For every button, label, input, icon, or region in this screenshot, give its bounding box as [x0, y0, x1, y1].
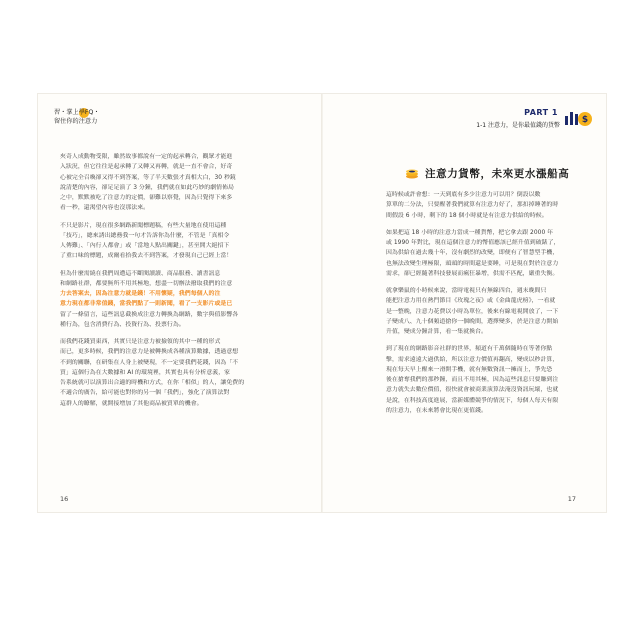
- text-line: 夾奇人成動物受限，雖然故事都說有一定的起承轉合，觀眾才能進: [60, 154, 233, 160]
- text-line: 子變成八、九十個頻道搶你一個晚間，選擇變多，於是注意力開始: [386, 318, 559, 325]
- text-line: 「技巧」，總來誘出總務我一句才告訴你為什麼，不管是「真相令: [60, 232, 230, 239]
- text-line: 因為供給在過去幾十年，沒有劇烈的改變，即便有了智慧型手機，: [386, 250, 559, 257]
- text-line: 這群人的瞭解，就開接增加了其他商品被買單的機會。: [60, 400, 203, 407]
- svg-text:$: $: [581, 115, 589, 125]
- text-line: 但為什麼需繞在我們周遭這不斷閱讀讀、商品服務、讀書訊息: [60, 270, 221, 277]
- chapter-label: 1-1 注意力，是你最值錢的貨幣: [476, 122, 560, 129]
- book-spread: [38, 94, 606, 512]
- left-body-text: [60, 152, 280, 416]
- text-line: 說清楚的內容，卻足足演了 3 分鐘，我們就在如此巧妙的劇情佈局: [60, 184, 234, 191]
- text-line: 算單的二分法，只要醒著我們就算有注意力好了，那扣掉睡著的時: [386, 202, 559, 209]
- paragraph: [386, 344, 579, 416]
- text-line: 後在搶奪我們的那秒鐘，而且不用其極，因為這些訊息只要賺到注: [386, 377, 559, 383]
- paragraph: [386, 190, 579, 221]
- text-line: 不到的關聯，在研集在人身上被變現，不一定要我們花錢，因為「不: [60, 359, 239, 366]
- text-line: 種行為，包含消費行為、投資行為、投票行為。: [60, 321, 185, 328]
- text-line: 現在每天早上醒來一滑開手機，就有無數資訊一擁而上，爭先恐: [386, 366, 553, 373]
- paragraph: [60, 337, 280, 409]
- text-line: 間假設 6 小時，剩下的 18 個小時就是有注意力供給的時候。: [386, 212, 548, 219]
- paragraph: [386, 228, 579, 279]
- section-title: 注意力貨幣，未來更水漲船高: [425, 167, 570, 180]
- text-line: 意力就失去數位價值，很快就會被商業演算法淹沒資訊玩壞，也就: [386, 387, 559, 394]
- text-line: 這時候或許會想：一天到底有多少注意力可以用？倒設以數: [386, 192, 541, 198]
- text-line: 和網路社群，都要無所不用其極地，想盡一切辦法撥取我們的注意: [60, 280, 233, 287]
- text-line: 之中，默默被吃了注意力的定價，卻難以察覺，因為只覺得下來多: [60, 195, 233, 201]
- text-line: 不只是影片，現在很多網路新聞標題稿，有些大量地在使用這種: [60, 222, 227, 229]
- text-line: 或 1990 年對比，現在這個注意力的幣值應該已經升值到破錶了，: [386, 240, 560, 246]
- text-line: 入狀況，但它往往是起承轉了又轉又再轉，就是一直不會合，好奇: [60, 164, 233, 171]
- text-line: 如果把這 18 小時的注意力當成一種貨幣，把它拿去跟 2000 年: [386, 229, 554, 236]
- text-line: 是一整晚，注意力花費以小時為單位，後來有線電視開放了，一下: [386, 308, 559, 315]
- highlighted-text-line: 力去答案去，因為注意力就是錢！不用懷疑，我們每個人的注: [60, 291, 221, 297]
- text-line: 留了一條留言，這些訊息截換成注意力轉換為網路，數字與值影響各: [60, 311, 239, 318]
- text-line: 需求，卻已經隨著科技發展而瘋狂暴增，供需不匹配，嚴重失衡。: [386, 270, 559, 277]
- text-line: 人傳難」、「內行人都會」或「當地人點出關鍵」，甚至開大絕招下: [60, 243, 230, 249]
- text-line: 不適合的廣告，給可能也對你的另一個「我們」，強化了演算法對: [60, 390, 230, 397]
- text-line: 到了現在的網路影音社群的世界，頻道有千萬個隨時在等著你點: [386, 346, 553, 353]
- text-line: 也無法改變生理極限，頭頭的時間還是要睡，可是現在對於注意力: [386, 260, 559, 267]
- running-header-right: [444, 107, 594, 135]
- text-line: 的注意力，在未來將會比現在更值錢。: [386, 407, 487, 414]
- text-line: 而我們花錢買東西，其實只是注意力被撿領的其中一種的形式: [60, 339, 221, 345]
- section-heading: [405, 166, 569, 180]
- paragraph: [60, 152, 280, 214]
- text-line: 看一秒，還渴望內容也沒那法來。: [60, 205, 150, 212]
- text-line: 心被完全召喚卻又得不到答案，等了半天數張才真相大白，30 秒鏡: [60, 174, 236, 181]
- text-line: 就拿樂鼠的小時候來說，當時電視只有無線四台，週末晚間只: [386, 288, 547, 294]
- running-header-line-1: 習・掌上學FQ・: [54, 109, 100, 116]
- left-page: [38, 94, 321, 512]
- running-header-left: [54, 108, 154, 130]
- coins-icon: [405, 168, 419, 179]
- running-header-line-2: 留住你的注意力: [54, 118, 98, 125]
- right-page: [323, 94, 606, 512]
- text-line: 升值，變成分鐘計算，看一集就換台。: [386, 329, 487, 335]
- text-line: 擊，需求遠遠大過供給，所以注意力價值再翻高，變成以秒計算，: [386, 356, 559, 363]
- highlighted-text-line: 意力現在都非常值錢，當我們點了一則新聞，看了一支影片或是已: [60, 301, 233, 308]
- text-line: 了重口味的標題，成爾看拾我去不到答案，才發現自己已經上當！: [60, 253, 233, 260]
- page-number-left: 16: [60, 495, 69, 503]
- paragraph: [386, 286, 579, 337]
- text-line: 能把注意力用在熱門節目《玫瑰之夜》或《金曲龍虎榜》，一看就: [386, 298, 556, 305]
- text-line: 而已，更多時候，我們的注意力是被轉換成各種演算數據，透過意想: [60, 349, 239, 356]
- paragraph: [60, 221, 280, 262]
- text-line: 告系統就可以演算出合適的時機和方式，在你「相似」的人，讓免費的: [60, 380, 245, 386]
- paragraph: [60, 269, 280, 331]
- text-line: 是說，在科技高度進展，當新媒體競爭的情況下，每個人每天有限: [386, 397, 559, 404]
- part-logo-icon: [562, 107, 594, 131]
- text-line: 買」這個行為在大數據和 AI 的環境裡，其實也具有分析意義，家: [60, 369, 231, 376]
- right-body-text: [386, 190, 579, 423]
- page-number-right: 17: [567, 495, 576, 503]
- part-label: PART 1: [524, 108, 558, 117]
